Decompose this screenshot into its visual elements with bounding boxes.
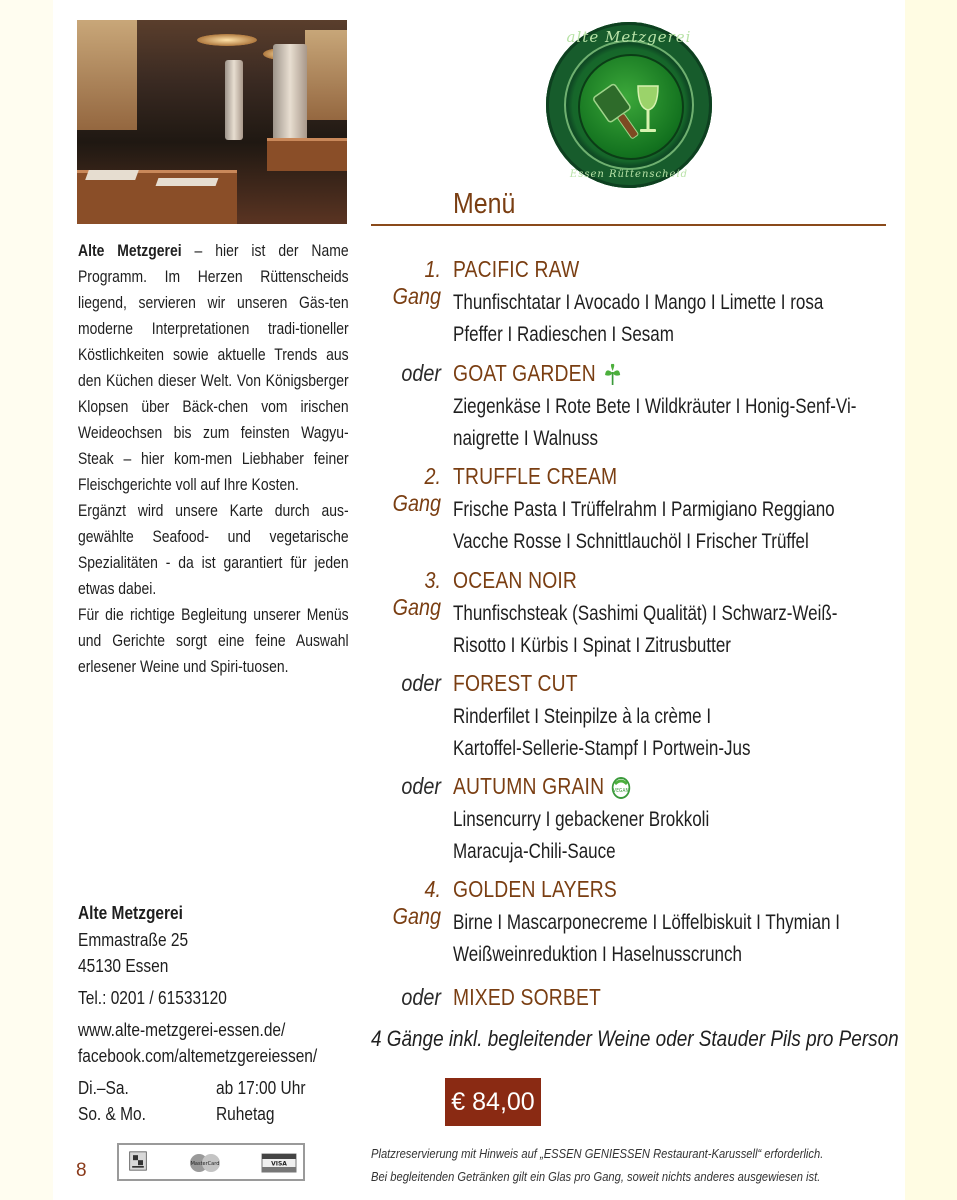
logo-emblem [578,54,684,160]
page-margin [905,0,957,1200]
address-name: Alte Metzgerei [78,903,183,923]
hours-days: So. & Mo. [78,1104,146,1124]
intro-paragraph-2: Ergänzt wird unsere Karte durch aus-gewählte Seafood- und vegetarische Spezialitäten - da ist garantiert für jeden etwas dabei. [78,501,349,598]
vegan-badge-icon [611,776,631,800]
intro-paragraph-1: Alte Metzgerei – hier ist der Name Programm. Im Herzen Rüttenscheids liegend, servieren wir unseren Gäs-ten moderne Interpretationen tradi-tioneller Köstlichkeiten sowie aktuelle Trends aus den Küchen dieser Welt. Von Königsberger Klopsen über Bäck-chen vom irischen Weideochsen bis zum feinsten Wagyu-Steak – hier kom-men Liebhaber feiner Fleischgerichte voll auf Ihre Kosten. [78,241,349,494]
dish-title: GOAT GARDEN [453,360,623,387]
dish-title: MIXED SORBET [453,984,602,1010]
ec-card-icon [127,1151,149,1171]
address-city: 45130 Essen [78,956,169,976]
hours-time: Ruhetag [216,1104,275,1124]
course-label: oder [401,984,441,1010]
intro-paragraph-3: Für die richtige Begleitung unserer Menüs und Gerichte sorgt eine feine Auswahl erlesener Weine und Spiri-tuosen. [78,605,349,676]
hours-time: ab 17:00 Uhr [216,1078,306,1098]
svg-text:VISA: VISA [271,1160,287,1168]
dish-description: Thunfischtatar I Avocado I Mango I Limette I rosa Pfeffer I Radieschen I Sesam [453,291,824,346]
course-label: 2. Gang [392,463,441,516]
dish-title: GOLDEN LAYERS [453,876,617,902]
dish-title: OCEAN NOIR [453,567,578,593]
svg-text:VEGAN: VEGAN [613,788,629,795]
logo-bottom-text: Essen Rüttenscheid [569,169,689,180]
payment-methods [117,1143,305,1181]
address-street: Emmastraße 25 [78,930,189,950]
vegetarian-leaf-icon [603,363,623,387]
hours-days: Di.–Sa. [78,1078,129,1098]
course-label: 1. Gang [392,256,441,309]
menu-divider [371,224,886,226]
dish-description: Ziegenkäse I Rote Bete I Wildkräuter I Honig-Senf-Vi- naigrette I Walnuss [453,395,857,450]
visa-card-icon [261,1153,297,1173]
restaurant-interior-photo [77,20,347,224]
mastercard-icon [185,1153,225,1173]
reservation-note: Platzreservierung mit Hinweis auf „ESSEN GENIESSEN Restaurant-Karussell“ erforderlich. Bei begleitenden Getränken gilt ein Glas pro Gang, soweit nichts anderes ausgewiesen ist. [371,1146,824,1184]
dish-title: PACIFIC RAW [453,256,580,282]
price-tag: € 84,00 [445,1078,541,1126]
restaurant-logo [546,22,712,188]
course-label: oder [401,360,441,386]
dish-title: TRUFFLE CREAM [453,463,618,489]
course-label: 3. Gang [392,567,441,620]
dish-title: FOREST CUT [453,670,578,696]
page-number: 8 [76,1160,87,1181]
logo-top-text: alte Metzgerei [566,28,692,46]
intro-restaurant-name: Alte Metzgerei [78,241,182,260]
phone-number: Tel.: 0201 / 61533120 [78,988,227,1008]
website-link[interactable]: www.alte-metzgerei-essen.de/ [78,1020,286,1040]
restaurant-description [78,238,348,680]
menu-heading: Menü [453,188,516,220]
course-label: 4. Gang [392,876,441,929]
course-label: oder [401,670,441,696]
menu-summary: 4 Gänge inkl. begleitender Weine oder Stauder Pils pro Person [371,1026,899,1051]
dish-description: Thunfischsteak (Sashimi Qualität) I Schwarz-Weiß- Risotto I Kürbis I Spinat I Zitrusbutter [453,602,838,657]
facebook-link[interactable]: facebook.com/altemetzgereiessen/ [78,1046,318,1066]
svg-text:MasterCard: MasterCard [190,1161,220,1167]
dish-description: Frische Pasta I Trüffelrahm I Parmigiano Reggiano Vacche Rosse I Schnittlauchöl I Frischer Trüffel [453,498,835,553]
dish-description: Rinderfilet I Steinpilze à la crème I Kartoffel-Sellerie-Stampf I Portwein-Jus [453,705,751,760]
dish-title: AUTUMN GRAIN VEGAN [453,773,631,800]
cleaver-wineglass-icon [580,56,682,158]
course-label: oder [401,773,441,799]
dish-description: Birne I Mascarponecreme I Löffelbiskuit I Thymian I Weißweinreduktion I Haselnusscrunch [453,911,841,966]
dish-description: Linsencurry I gebackener Brokkoli Maracuja-Chili-Sauce [453,808,710,863]
